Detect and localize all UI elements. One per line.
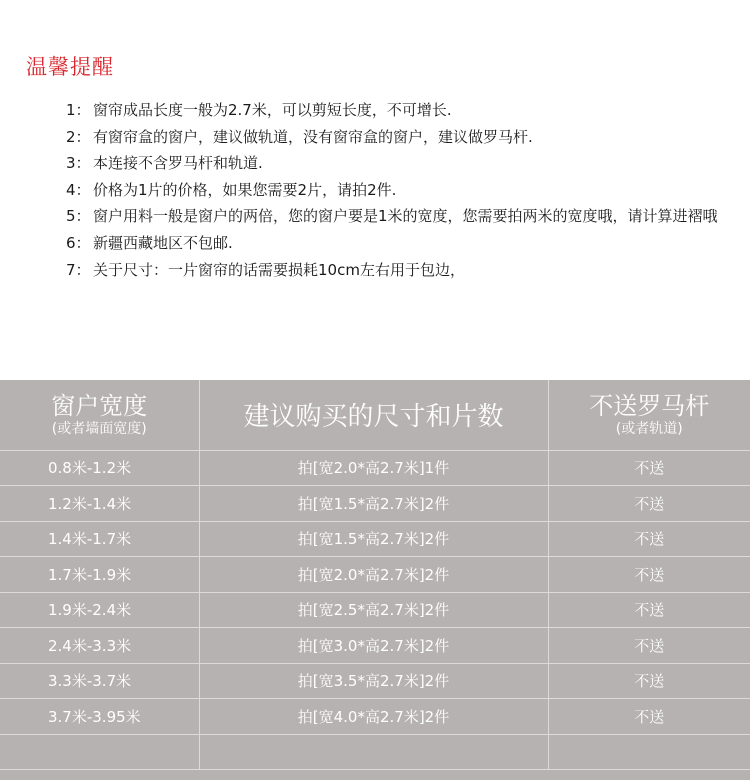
cell-rod: 不送	[548, 521, 750, 557]
table-header-row	[0, 380, 750, 450]
reminder-item	[66, 127, 736, 148]
cell-suggested-size: 拍[宽2.0*高2.7米]1件	[199, 450, 548, 486]
reminder-list	[66, 100, 736, 286]
cell-window-width: 1.7米-1.9米	[0, 557, 199, 593]
cell-window-width: 0.8米-1.2米	[0, 450, 199, 486]
cell-rod: 不送	[548, 592, 750, 628]
table-row	[0, 557, 750, 593]
header-window-width-title: 窗户宽度	[51, 391, 148, 420]
reminder-item	[66, 206, 736, 227]
header-rod	[548, 380, 750, 450]
table-row	[0, 592, 750, 628]
reminder-item-text: 本连接不含罗马杆和轨道.	[93, 154, 263, 173]
header-window-width-subtitle: (或者墙面宽度)	[51, 420, 147, 437]
cell-rod: 不送	[548, 486, 750, 522]
cell-window-width: 2.4米-3.3米	[0, 628, 199, 664]
table-row	[0, 699, 750, 735]
reminder-item	[66, 233, 736, 254]
cell-rod: 不送	[548, 628, 750, 664]
reminder-item	[66, 153, 736, 174]
cell-rod: 不送	[548, 699, 750, 735]
size-table-panel	[0, 380, 750, 780]
header-rod-title: 不送罗马杆	[589, 391, 710, 420]
table-row	[0, 663, 750, 699]
reminder-item	[66, 180, 736, 201]
cell-suggested-size: 拍[宽4.0*高2.7米]2件	[199, 699, 548, 735]
cell-suggested-size: 拍[宽3.0*高2.7米]2件	[199, 628, 548, 664]
cell-window-width: 1.4米-1.7米	[0, 521, 199, 557]
cell-suggested-size: 拍[宽1.5*高2.7米]2件	[199, 486, 548, 522]
table-row	[0, 486, 750, 522]
cell-suggested-size: 拍[宽2.5*高2.7米]2件	[199, 592, 548, 628]
reminder-item-text: 有窗帘盒的窗户，建议做轨道，没有窗帘盒的窗户，建议做罗马杆.	[93, 127, 533, 146]
cell-rod: 不送	[548, 663, 750, 699]
cell-window-width: 1.2米-1.4米	[0, 486, 199, 522]
table-row	[0, 521, 750, 557]
table-row	[0, 450, 750, 486]
reminder-item	[66, 260, 736, 281]
cell-rod: 不送	[548, 557, 750, 593]
reminder-item-text: 窗户用料一般是窗户的两倍，您的窗户要是1米的宽度，您需要拍两米的宽度哦，请计算进褶哦	[93, 207, 718, 226]
cell-window-width: 3.7米-3.95米	[0, 699, 199, 735]
reminder-item-number: 1：	[66, 101, 91, 119]
reminder-item	[66, 100, 736, 121]
cell-suggested-size: 拍[宽2.0*高2.7米]2件	[199, 557, 548, 593]
cell-rod	[548, 734, 750, 770]
table-row	[0, 628, 750, 664]
reminder-item-text: 关于尺寸：一片窗帘的话需要损耗10cm左右用于包边，	[93, 260, 465, 279]
header-rod-subtitle: (或者轨道)	[615, 420, 683, 437]
reminder-item-number: 7：	[66, 260, 91, 279]
reminder-item-text: 窗帘成品长度一般为2.7米，可以剪短长度，不可增长.	[93, 101, 452, 119]
reminder-title: 温馨提醒	[26, 55, 114, 79]
header-window-width	[0, 380, 199, 450]
cell-window-width: 1.9米-2.4米	[0, 592, 199, 628]
reminder-item-number: 3：	[66, 154, 91, 173]
size-table	[0, 380, 750, 770]
cell-suggested-size: 拍[宽1.5*高2.7米]2件	[199, 521, 548, 557]
table-row	[0, 734, 750, 770]
reminder-item-text: 新疆西藏地区不包邮.	[93, 233, 233, 252]
cell-suggested-size	[199, 734, 548, 770]
reminder-item-number: 6：	[66, 233, 91, 252]
cell-suggested-size: 拍[宽3.5*高2.7米]2件	[199, 663, 548, 699]
cell-window-width	[0, 734, 199, 770]
reminder-item-number: 5：	[66, 207, 91, 226]
cell-rod: 不送	[548, 450, 750, 486]
reminder-item-number: 4：	[66, 180, 91, 199]
reminder-item-number: 2：	[66, 127, 91, 146]
reminder-item-text: 价格为1片的价格，如果您需要2片，请拍2件.	[93, 180, 397, 199]
header-suggested-size: 建议购买的尺寸和片数	[199, 380, 548, 450]
cell-window-width: 3.3米-3.7米	[0, 663, 199, 699]
